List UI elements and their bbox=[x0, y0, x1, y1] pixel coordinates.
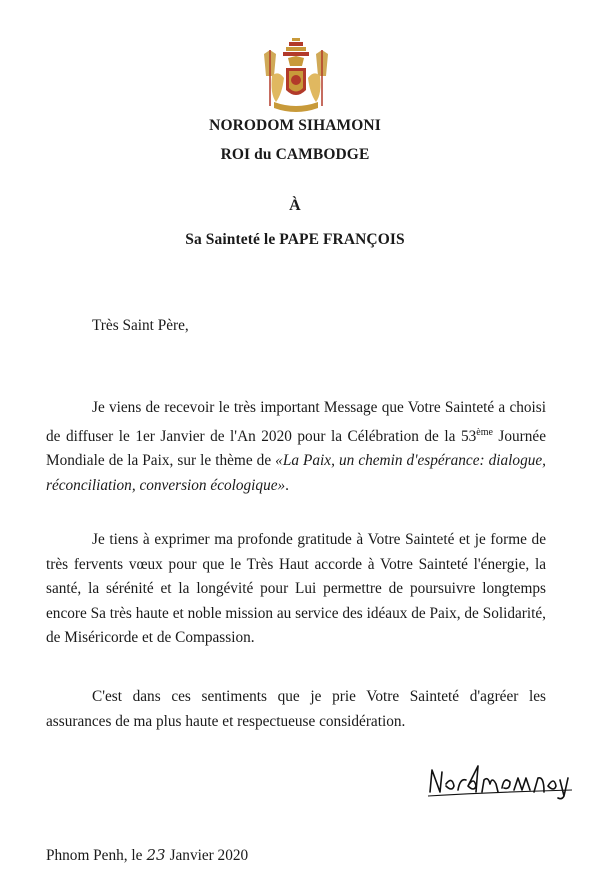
paragraph-1-text-b: Journée Mondiale de la Paix, sur le thème de bbox=[46, 427, 547, 469]
date-place: Phnom Penh, le bbox=[46, 847, 143, 864]
to-marker: À bbox=[289, 197, 301, 214]
date-day: 23 bbox=[146, 846, 166, 864]
royal-coat-of-arms bbox=[258, 36, 334, 116]
paragraph-1 bbox=[46, 396, 546, 498]
sender-title: ROI du CAMBODGE bbox=[220, 146, 370, 163]
paragraph-3-text: C'est dans ces sentiments que je prie Votre Sainteté d'agréer les assurances de ma plus haute et respectueuse considération. bbox=[46, 688, 546, 730]
theme-quote: «La Paix, un chemin d'espérance: dialogue, réconciliation, conversion écologique» bbox=[46, 452, 546, 494]
salutation: Très Saint Père, bbox=[92, 317, 189, 334]
sender-name: NORODOM SIHAMONI bbox=[209, 117, 381, 134]
paragraph-3 bbox=[46, 685, 546, 734]
date-line bbox=[46, 846, 248, 865]
paragraph-2-text: Je tiens à exprimer ma profonde gratitude à Votre Sainteté et je forme de très fervents vœux pour que le Très Haut accorde à Votre Sainteté l'énergie, la santé, la sérénité et la longévité pour Lui permettre de poursuivre longtemps encore Sa très haute et noble mission au service des idéaux de Paix, de Solidarité, de Miséricorde et de Compassion. bbox=[46, 531, 546, 646]
paragraph-1-text-a: Je viens de recevoir le très important Message que Votre Sainteté a choisi de diffuser le 1er Janvier de l'An 2020 pour la Célébration de la 53 bbox=[46, 399, 546, 445]
handwritten-signature bbox=[426, 762, 574, 802]
date-month-year: Janvier 2020 bbox=[169, 847, 249, 864]
paragraph-1-end: . bbox=[285, 476, 289, 494]
addressee: Sa Sainteté le PAPE FRANÇOIS bbox=[185, 231, 405, 248]
paragraph-2 bbox=[46, 528, 546, 651]
ordinal-superscript: ème bbox=[476, 426, 493, 438]
